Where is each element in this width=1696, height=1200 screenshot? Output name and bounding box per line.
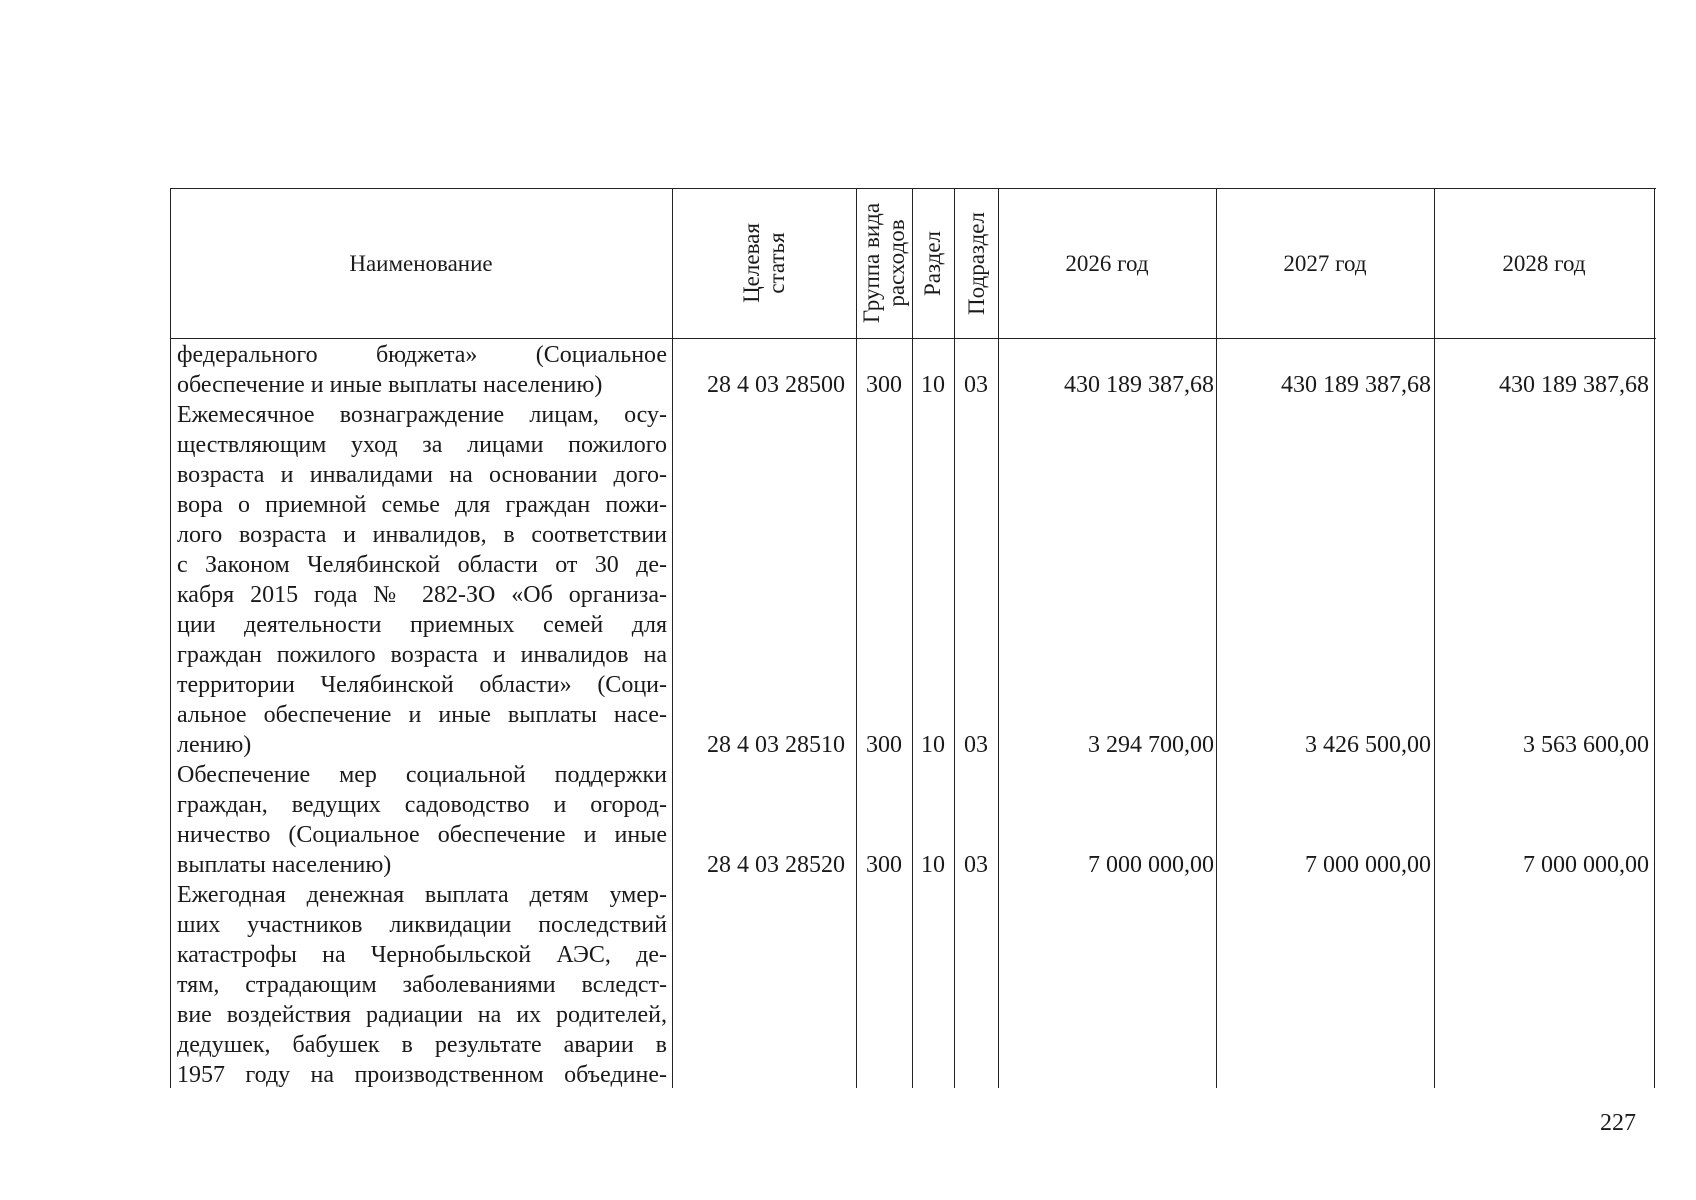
header-year3-cell	[1434, 188, 1654, 338]
header-year-2026: 2026 год	[1065, 250, 1149, 276]
name-line: альное обеспечение и иные выплаты насе-	[177, 702, 667, 728]
row2-amount-2028: 3 563 600,00	[1523, 732, 1649, 758]
header-target-article-line2: статья	[763, 232, 789, 294]
name-line: ществляющим уход за лицами пожилого	[177, 432, 667, 458]
header-expense-group-cell	[856, 188, 912, 338]
header-expense-group-line2: расходов	[884, 219, 910, 307]
name-line: граждан, ведущих садоводство и огород-	[177, 792, 667, 818]
header-year2-cell	[1216, 188, 1434, 338]
header-expense-group-line1: Группа вида	[859, 202, 885, 324]
header-year-2027: 2027 год	[1283, 250, 1367, 276]
row3-section: 10	[921, 852, 945, 878]
row2-amount-2026: 3 294 700,00	[1088, 732, 1214, 758]
header-subsection-cell	[954, 188, 998, 338]
row3-amount-2027: 7 000 000,00	[1305, 852, 1431, 878]
row2-expense-group: 300	[866, 732, 902, 758]
header-section-cell	[912, 188, 954, 338]
row2-amount-2027: 3 426 500,00	[1305, 732, 1431, 758]
name-column-text	[177, 340, 667, 1090]
table-right-border	[1654, 188, 1655, 1088]
header-subsection: Подраздел	[963, 211, 989, 315]
name-line: лению)	[177, 732, 252, 758]
page-number: 227	[1600, 1110, 1636, 1136]
header-year1-cell	[998, 188, 1216, 338]
row3-target-article: 28 4 03 28520	[707, 852, 845, 878]
row1-amount-2027: 430 189 387,68	[1281, 372, 1431, 398]
row1-amount-2026: 430 189 387,68	[1064, 372, 1214, 398]
row1-subsection: 03	[964, 372, 988, 398]
name-line: Ежемесячное вознаграждение лицам, осу-	[177, 402, 667, 428]
header-section: Раздел	[920, 230, 946, 296]
name-line: ции деятельности приемных семей для	[177, 612, 667, 638]
header-name: Наименование	[349, 250, 493, 276]
name-line: дедушек, бабушек в результате аварии в	[177, 1032, 667, 1058]
header-expense-group	[859, 203, 909, 323]
name-line: кабря 2015 года № 282-ЗО «Об организа-	[177, 582, 667, 608]
header-year-2028: 2028 год	[1502, 250, 1586, 276]
header-target-article-line1: Целевая	[738, 223, 764, 303]
row3-expense-group: 300	[866, 852, 902, 878]
row2-section: 10	[921, 732, 945, 758]
name-line: федерального бюджета» (Социальное	[177, 342, 667, 368]
name-line: лого возраста и инвалидов, в соответствии	[177, 522, 667, 548]
row3-amount-2028: 7 000 000,00	[1523, 852, 1649, 878]
name-line: тям, страдающим заболеваниями вследст-	[177, 972, 667, 998]
row1-target-article: 28 4 03 28500	[707, 372, 845, 398]
name-line: ших участников ликвидации последствий	[177, 912, 667, 938]
name-line: катастрофы на Чернобыльской АЭС, де-	[177, 942, 667, 968]
header-name-cell	[170, 188, 672, 338]
name-line: 1957 году на производственном объедине-	[177, 1062, 667, 1088]
budget-table	[170, 188, 1656, 1088]
name-line: Обеспечение мер социальной поддержки	[177, 762, 667, 788]
name-line: территории Челябинской области» (Соци-	[177, 672, 667, 698]
row1-expense-group: 300	[866, 372, 902, 398]
name-line: с Законом Челябинской области от 30 де-	[177, 552, 667, 578]
row3-amount-2026: 7 000 000,00	[1088, 852, 1214, 878]
name-line: выплаты населению)	[177, 852, 392, 878]
row1-amount-2028: 430 189 387,68	[1499, 372, 1649, 398]
name-line: граждан пожилого возраста и инвалидов на	[177, 642, 667, 668]
row1-section: 10	[921, 372, 945, 398]
name-line: Ежегодная денежная выплата детям умер-	[177, 882, 667, 908]
name-line: вора о приемной семье для граждан пожи-	[177, 492, 667, 518]
row2-subsection: 03	[964, 732, 988, 758]
row3-subsection: 03	[964, 852, 988, 878]
name-line: обеспечение и иные выплаты населению)	[177, 372, 603, 398]
header-target-article	[739, 223, 789, 303]
name-line: ничество (Социальное обеспечение и иные	[177, 822, 667, 848]
header-target-article-cell	[672, 188, 856, 338]
name-line: вие воздействия радиации на их родителей,	[177, 1002, 667, 1028]
row2-target-article: 28 4 03 28510	[707, 732, 845, 758]
name-line: возраста и инвалидами на основании дого-	[177, 462, 667, 488]
